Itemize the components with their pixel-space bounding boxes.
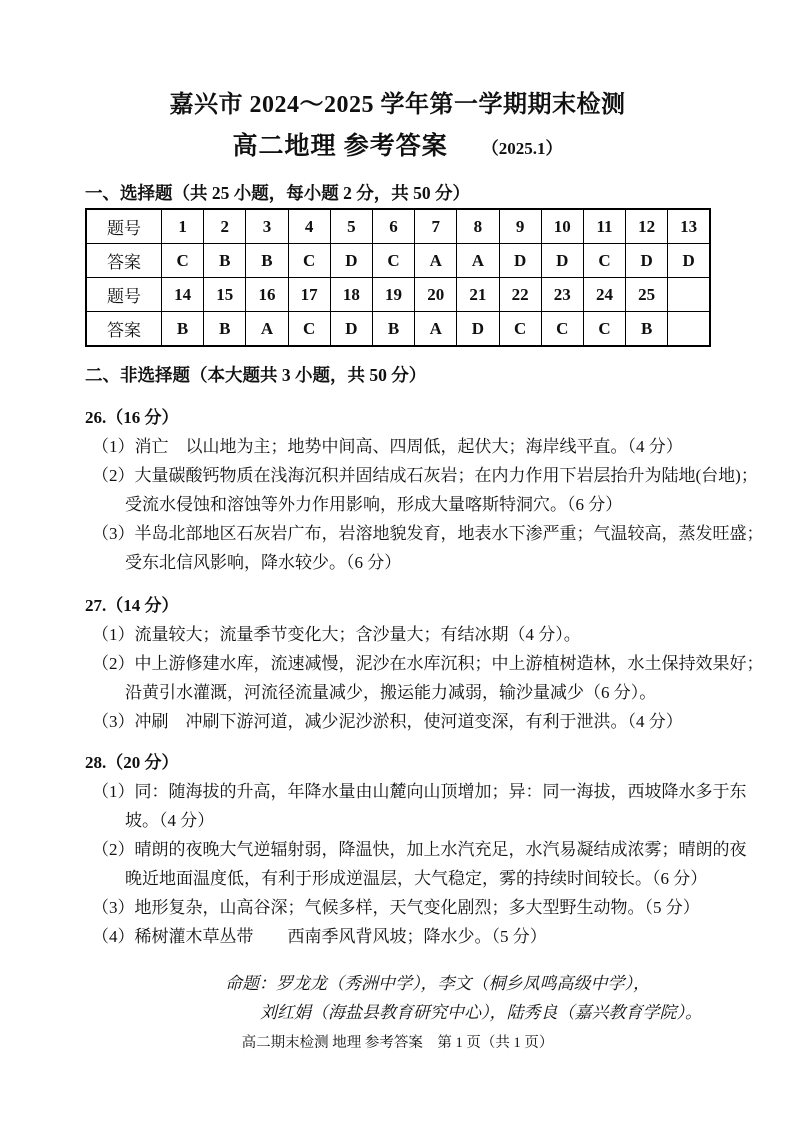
question-number-cell: 22	[499, 278, 541, 312]
answer-cell: B	[162, 312, 204, 347]
answer-line: （2）中上游修建水库，流速减慢，泥沙在水库沉积；中上游植树造林，水土保持效果好；	[92, 654, 764, 673]
answer-table	[85, 208, 711, 347]
answer-line: （1）流量较大；流量季节变化大；含沙量大；有结冰期（4 分）。	[92, 625, 581, 644]
question-28	[85, 748, 747, 951]
empty-cell	[668, 312, 710, 347]
question-number-cell: 7	[415, 209, 457, 244]
answer-cell: C	[583, 244, 625, 278]
question-number-cell: 12	[626, 209, 668, 244]
answer-line: （3）地形复杂，山高谷深；气候多样，天气变化剧烈；多大型野生动物。（5 分）	[92, 898, 700, 917]
question-number-cell: 20	[415, 278, 457, 312]
question-number-cell: 2	[204, 209, 246, 244]
question-number-cell: 10	[541, 209, 583, 244]
answer-cell: C	[499, 312, 541, 347]
question-number-cell: 14	[162, 278, 204, 312]
answer-cell: B	[626, 312, 668, 347]
exam-date: （2025.1）	[481, 139, 563, 158]
question-number-cell: 4	[288, 209, 330, 244]
answer-cell: B	[204, 312, 246, 347]
answer-cell: C	[541, 312, 583, 347]
question-number-cell: 21	[457, 278, 499, 312]
row-label: 题号	[86, 278, 162, 312]
answer-cell: C	[162, 244, 204, 278]
answer-cell: C	[372, 244, 414, 278]
answer-line: 沿黄引水灌溉，河流径流量减少，搬运能力减弱，输沙量减少（6 分）。	[125, 683, 657, 702]
answer-line: （2）晴朗的夜晚大气逆辐射弱，降温快，加上水汽充足，水汽易凝结成浓雾；晴朗的夜	[92, 840, 747, 859]
answer-cell: D	[626, 244, 668, 278]
answer-line: 晚近地面温度低，有利于形成逆温层，大气稳定，雾的持续时间较长。（6 分）	[125, 869, 708, 888]
question-number: 28.（20 分）	[85, 753, 179, 772]
answer-cell: B	[204, 244, 246, 278]
answer-cell: D	[330, 244, 372, 278]
table-row	[86, 312, 710, 347]
row-label: 答案	[86, 244, 162, 278]
answer-cell: D	[330, 312, 372, 347]
exam-authors	[85, 969, 710, 1027]
question-number-cell: 17	[288, 278, 330, 312]
question-number-cell: 23	[541, 278, 583, 312]
answer-cell: A	[246, 312, 288, 347]
question-number-cell: 3	[246, 209, 288, 244]
answer-line: 受流水侵蚀和溶蚀等外力作用影响，形成大量喀斯特洞穴。（6 分）	[125, 495, 623, 514]
answer-cell: B	[372, 312, 414, 347]
question-number-cell: 18	[330, 278, 372, 312]
answer-line: （3）半岛北部地区石灰岩广布，岩溶地貌发育，地表水下渗严重；气温较高，蒸发旺盛；	[92, 524, 764, 543]
question-number-cell: 13	[668, 209, 710, 244]
page-subtitle: 高二地理 参考答案	[232, 133, 448, 160]
question-27	[85, 591, 764, 736]
question-number-cell: 5	[330, 209, 372, 244]
row-label: 题号	[86, 209, 162, 244]
question-number-cell: 15	[204, 278, 246, 312]
page-subtitle-row	[85, 130, 710, 167]
empty-cell	[668, 278, 710, 312]
answer-cell: A	[415, 244, 457, 278]
page-footer: 高二期末检测 地理 参考答案 第 1 页（共 1 页）	[241, 1035, 554, 1051]
answer-cell: B	[246, 244, 288, 278]
row-label: 答案	[86, 312, 162, 347]
authors-line: 刘红娟（海盐县教育研究中心），陆秀良（嘉兴教育学院）。	[260, 1003, 702, 1022]
question-number: 27.（14 分）	[85, 596, 179, 615]
answer-cell: D	[499, 244, 541, 278]
answer-line: （1）同：随海拔的升高，年降水量由山麓向山顶增加；异：同一海拔，西坡降水多于东	[92, 782, 747, 801]
table-row	[86, 209, 710, 244]
answer-cell: C	[288, 244, 330, 278]
question-number-cell: 6	[372, 209, 414, 244]
answer-line: （2）大量碳酸钙物质在浅海沉积并固结成石灰岩；在内力作用下岩层抬升为陆地(台地)；	[92, 466, 758, 485]
question-number-cell: 9	[499, 209, 541, 244]
authors-line: 命题：罗龙龙（秀洲中学），李文（桐乡凤鸣高级中学），	[225, 974, 650, 993]
answer-cell: D	[541, 244, 583, 278]
answer-cell: A	[415, 312, 457, 347]
question-number-cell: 25	[626, 278, 668, 312]
page-title: 嘉兴市 2024～2025 学年第一学期期末检测	[169, 92, 626, 118]
answer-cell: C	[288, 312, 330, 347]
section1-heading: 一、选择题（共 25 小题，每小题 2 分，共 50 分）	[85, 183, 470, 203]
answer-cell: D	[457, 312, 499, 347]
question-number-cell: 8	[457, 209, 499, 244]
table-row	[86, 278, 710, 312]
table-row	[86, 244, 710, 278]
section2-heading: 二、非选择题（本大题共 3 小题，共 50 分）	[85, 365, 427, 385]
answer-cell: D	[668, 244, 710, 278]
answer-line: （3）冲刷 冲刷下游河道，减少泥沙淤积，使河道变深，有利于泄洪。（4 分）	[92, 712, 683, 731]
question-number-cell: 19	[372, 278, 414, 312]
question-number-cell: 24	[583, 278, 625, 312]
question-number: 26.（16 分）	[85, 408, 179, 427]
answer-cell: A	[457, 244, 499, 278]
question-26	[85, 403, 764, 577]
question-number-cell: 1	[162, 209, 204, 244]
question-number-cell: 16	[246, 278, 288, 312]
answer-line: （1）消亡 以山地为主；地势中间高、四周低，起伏大；海岸线平直。（4 分）	[92, 437, 683, 456]
question-number-cell: 11	[583, 209, 625, 244]
answer-cell: C	[583, 312, 625, 347]
answer-line: 坡。（4 分）	[125, 811, 215, 830]
answer-line: 受东北信风影响，降水较少。（6 分）	[125, 553, 402, 572]
answer-line: （4）稀树灌木草丛带 西南季风背风坡；降水少。（5 分）	[92, 927, 547, 946]
